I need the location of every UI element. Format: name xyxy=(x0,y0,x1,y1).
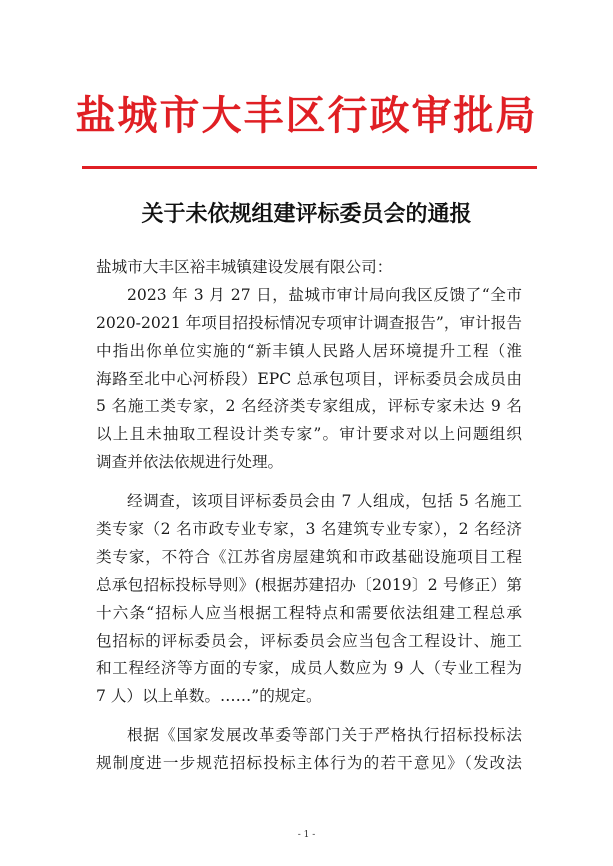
addressee-line: 盐城市大丰区裕丰城镇建设发展有限公司： xyxy=(96,258,393,276)
paragraph-line: 调查并依法依规进行处理。 xyxy=(96,453,284,472)
paragraph-line: 7 人）以上单数。……”的规定。 xyxy=(96,687,322,706)
paragraph-line: 包招标的评标委员会，评标委员会应当包含工程设计、施工 xyxy=(96,631,522,650)
paragraph-line: 中指出你单位实施的“新丰镇人民路人居环境提升工程（淮 xyxy=(96,341,522,360)
paragraph-line: 根据《国家发展改革委等部门关于严格执行招标投标法 xyxy=(127,726,522,745)
notice-title: 关于未依规组建评标委员会的通报 xyxy=(141,201,472,227)
paragraph-line: 2020-2021 年项目招投标情况专项审计调查报告”，审计报告 xyxy=(96,313,522,332)
paragraph-line: 总承包招标投标导则》(根据苏建招办〔2019〕2 号修正）第 xyxy=(96,575,522,594)
paragraph-line: 和工程经济等方面的专家，成员人数应为 9 人（专业工程为 xyxy=(96,659,522,678)
paragraph-line: 类专家（2 名市政专业专家，3 名建筑专业专家），2 名经济 xyxy=(96,520,522,539)
paragraph-line: 规制度进一步规范招标投标主体行为的若干意见》（发改法 xyxy=(96,754,522,773)
paragraph-gap xyxy=(96,711,522,722)
paragraph-line: 类专家，不符合《江苏省房屋建筑和市政基础设施项目工程 xyxy=(96,547,522,566)
paragraph-line: 以上且未抽取工程设计类专家”。审计要求对以上问题组织 xyxy=(96,425,522,444)
paragraph-line: 十六条“招标人应当根据工程特点和需要依法组建工程总承 xyxy=(96,603,522,622)
paragraph-line: 5 名施工类专家，2 名经济类专家组成，评标专家未达 9 名 xyxy=(96,397,522,416)
paragraph-gap xyxy=(96,477,522,488)
red-header-rule xyxy=(82,166,537,169)
document-body xyxy=(96,254,522,778)
paragraph-line: 经调查，该项目评标委员会由 7 人组成，包括 5 名施工 xyxy=(127,492,522,511)
paragraph-line: 2023 年 3 月 27 日，盐城市审计局向我区反馈了“全市 xyxy=(127,285,522,304)
page-number: - 1 - xyxy=(297,830,316,840)
paragraph-line: 海路至北中心河桥段）EPC 总承包项目，评标委员会成员由 xyxy=(96,369,522,388)
issuing-authority-header: 盐城市大丰区行政审批局 xyxy=(75,92,538,139)
